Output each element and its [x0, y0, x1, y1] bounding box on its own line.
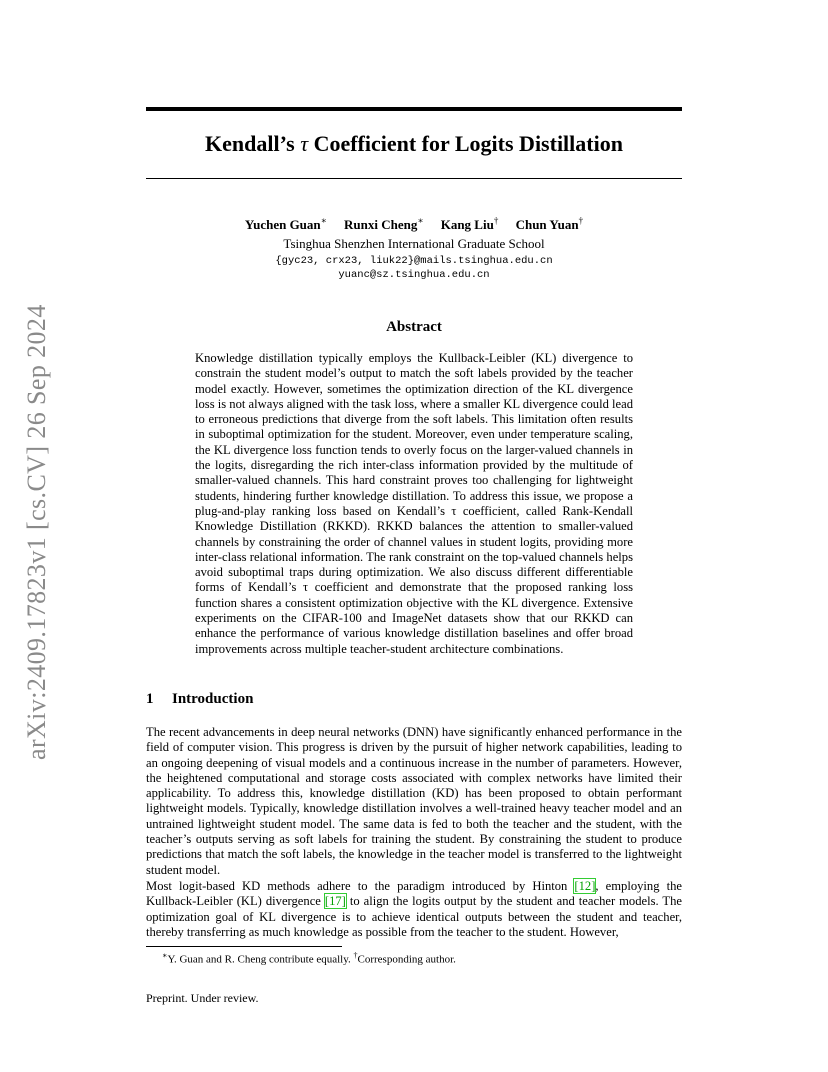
email-line-2: yuanc@sz.tsinghua.edu.cn: [338, 269, 490, 281]
footnote-rule: [146, 946, 342, 947]
title-top-rule: [146, 107, 682, 111]
author-cheng: Runxi Cheng∗: [344, 216, 424, 233]
section-number: 1: [146, 691, 154, 707]
author-guan: Yuchen Guan∗: [244, 216, 327, 233]
abstract-body: Knowledge distillation typically employs the Kullback-Leibler (KL) divergence to constrain the student model’s output to match the soft labels provided by the teacher model exactly. However, sometimes the optimization direction of the KL divergence loss is not always aligned with the task loss, where a smaller KL divergence could lead to erroneous predictions that diverge from the soft labels. This limitation often results in suboptimal optimization for the student. Moreover, even under temperature scaling, the KL divergence loss function tends to overly focus on the larger-valued channels in the logits, disregarding the rich inter-class information provided by the multitude of smaller-valued channels. This hard constraint proves too challenging for lightweight students, hindering further knowledge distillation. To address this issue, we propose a plug-and-play ranking loss based on Kendall’s τ coefficient, called Rank-Kendall Knowledge Distillation (RKKD). RKKD balances the attention to smaller-valued channels by constraining the order of channel values in student logits, providing more inter-class relational information. The rank constraint on the top-valued channels helps avoid suboptimal traps during optimization. We also discuss different differentiable forms of Kendall’s τ coefficient and demonstrate that the proposed ranking loss function shares a consistent optimization objective with the KL divergence. Extensive experiments on the CIFAR-100 and ImageNet datasets show that our RKKD can enhance the performance of various knowledge distillation baselines and offer broad improvements across multiple teacher-student architecture combinations.: [195, 351, 633, 656]
intro-paragraph-2: Most logit-based KD methods adhere to the paradigm introduced by Hinton [12], employing the Kullback-Leibler (KL) divergence [17] to align the logits output by the student and teacher models. The optimization goal of KL divergence is to achieve identical outputs between the student and teacher, thereby transferring as much knowledge as possible from the teacher to the student. However,: [146, 879, 683, 939]
footnote: ∗Y. Guan and R. Cheng contribute equally. †Corresponding author.: [162, 951, 456, 966]
author-list: [146, 216, 682, 233]
section-title: Introduction: [172, 691, 254, 707]
abstract-heading: Abstract: [386, 319, 442, 335]
section-heading-introduction: [146, 691, 253, 708]
paper-title: [146, 131, 682, 157]
citation-link-12[interactable]: [12]: [574, 879, 596, 893]
author-yuan: Chun Yuan†: [515, 216, 584, 233]
title-bottom-rule: [146, 178, 682, 179]
arxiv-identifier-stamp: [22, 290, 50, 760]
email-line-1: {gyc23, crx23, liuk22}@mails.tsinghua.edu.cn: [275, 255, 553, 267]
author-liu: Kang Liu†: [440, 216, 499, 233]
title-text-before: Kendall’s: [205, 131, 301, 156]
title-text-after: Coefficient for Logits Distillation: [308, 131, 623, 156]
intro-paragraph-1: The recent advancements in deep neural networks (DNN) have significantly enhanced performance in the field of computer vision. This progress is driven by the pursuit of higher network capabilities, leading to an ongoing deepening of visual models and a continuous increase in the number of parameters. However, the heightened computational and storage costs associated with complex networks have limited their applicability. To address this, knowledge distillation (KD) has been proposed to obtain performant lightweight models. Typically, knowledge distillation involves a well-trained heavy teacher model and an untrained lightweight student model. The same data is fed to both the teacher and the student, with the teacher’s outputs serving as soft labels for training the student. By constraining the student to produce predictions that match the soft labels, the knowledge in the teacher model is transferred to the lightweight student model.: [146, 725, 682, 877]
citation-link-17[interactable]: [17]: [324, 894, 346, 909]
affiliation: Tsinghua Shenzhen International Graduate School: [283, 236, 545, 251]
preprint-notice: Preprint. Under review.: [146, 991, 259, 1005]
arxiv-identifier-text: arXiv:2409.17823v1 [cs.CV] 26 Sep 2024: [22, 304, 51, 760]
title-tau-symbol: τ: [300, 131, 309, 156]
